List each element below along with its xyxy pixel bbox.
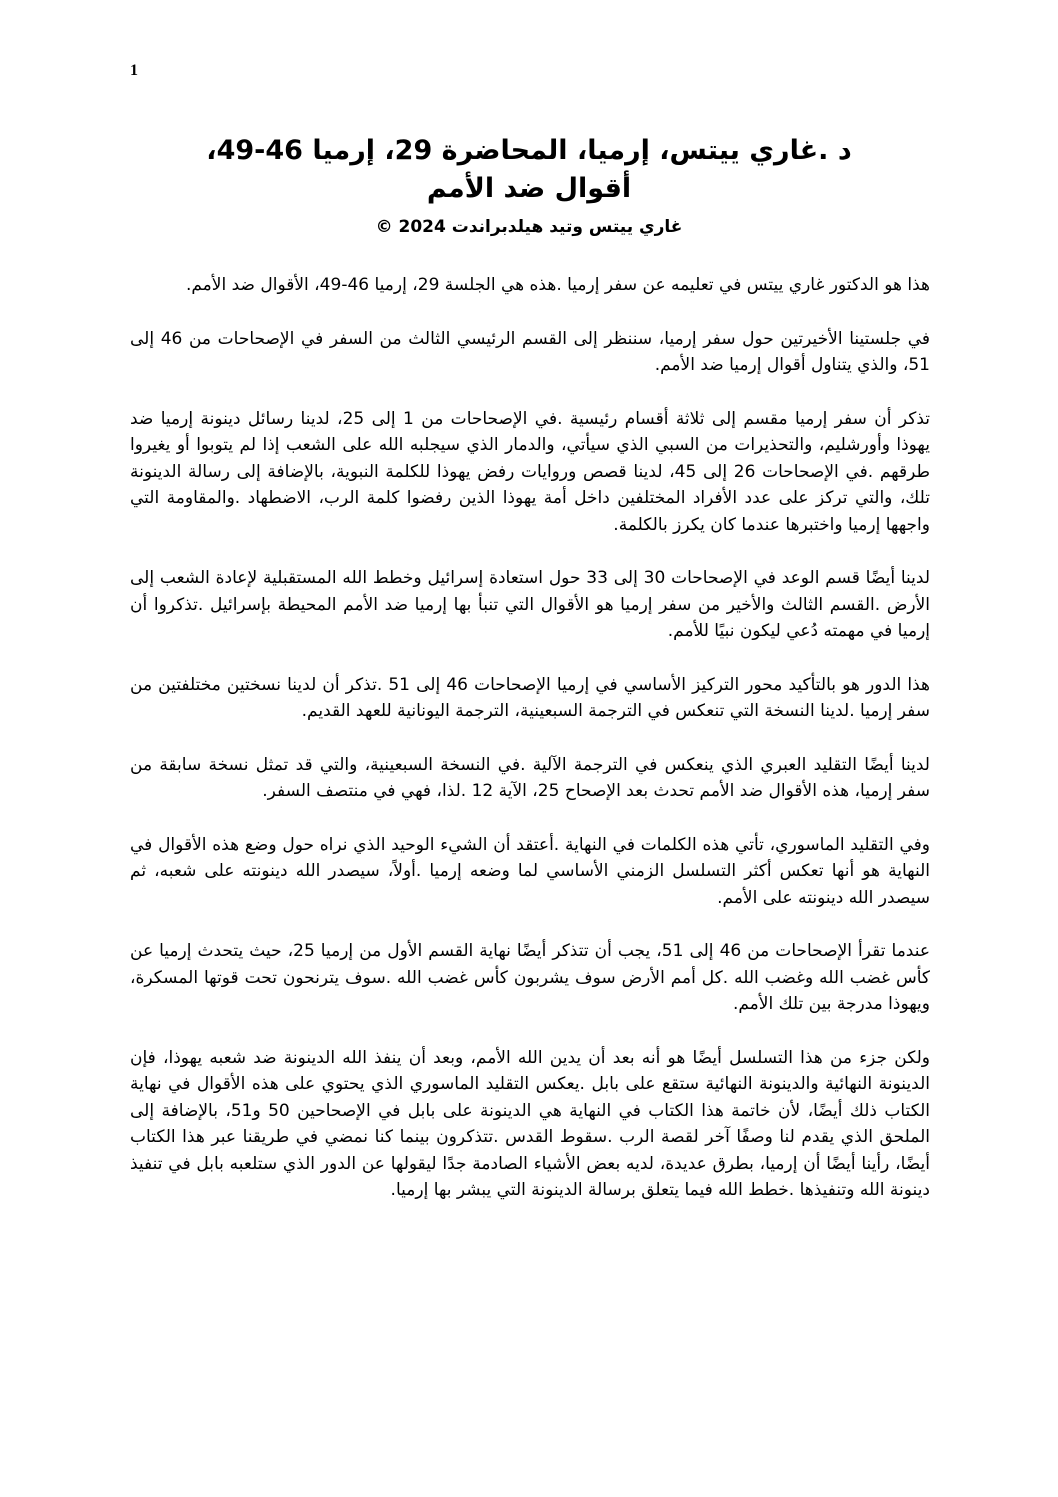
page-number: 1 (130, 62, 138, 79)
paragraph: لدينا أيضًا التقليد العبري الذي ينعكس في الترجمة الآلية .في النسخة السبعينية، والتي قد تمثل نسخة سابقة من سفر إرميا، هذه الأقوال ضد الأمم تحدث بعد الإصحاح 25، الآية 12 .لذا، فهي في منتصف السفر. (130, 754, 930, 801)
paragraph: تذكر أن سفر إرميا مقسم إلى ثلاثة أقسام رئيسية .في الإصحاحات من 1 إلى 25، لدينا رسائل دينونة إرميا ضد يهوذا وأورشليم، والتحذيرات من السبي الذي سيأتي، والدمار الذي سيجلبه الله على الشعب إذا لم يتوبوا أو يغيروا طرقهم .في الإصحاحات 26 إلى 45، لدينا قصص وروايات رفض يهوذا للكلمة النبوية، بالإضافة إلى رسالة الدينونة تلك، والتي تركز على عدد الأفراد المختلفين داخل أمة يهوذا الذين رفضوا كلمة الرب، الاضطهاد .والمقاومة التي واجهها إرميا واختبرها عندما كان يكرز بالكلمة. (130, 408, 931, 535)
title-line-1: د .غاري ييتس، إرميا، المحاضرة 29، إرميا 46-49، (206, 135, 852, 166)
paragraph: هذا هو الدكتور غاري ييتس في تعليمه عن سفر إرميا .هذه هي الجلسة 29، إرميا 46-49، الأقوال ضد الأمم. (185, 275, 930, 295)
paragraph: لدينا أيضًا قسم الوعد في الإصحاحات 30 إلى 33 حول استعادة إسرائيل وخطط الله المستقبلية لإعادة الشعب إلى الأرض .القسم الثالث والأخير من سفر إرميا هو الأقوال التي تنبأ بها إرميا ضد الأمم المحيطة بإسرائيل .تذكروا أن إرميا في مهمته دُعي ليكون نبيًا للأمم. (130, 568, 931, 641)
title-line-2: أقوال ضد الأمم (426, 173, 632, 204)
paragraph: وفي التقليد الماسوري، تأتي هذه الكلمات في النهاية .أعتقد أن الشيء الوحيد الذي نراه حول وضع هذه الأقوال في النهاية هو أنها تعكس أكثر التسلسل الزمني الأساسي لما وضعه إرميا .أولاً، سيصدر الله دينونته على شعبه، ثم سيصدر الله دينونته على الأمم. (130, 834, 930, 908)
paragraph: في جلستينا الأخيرتين حول سفر إرميا، سننظر إلى القسم الرئيسي الثالث من السفر في الإصحاحات من 46 إلى 51، والذي يتناول أقوال إرميا ضد الأمم. (130, 328, 930, 375)
document-header (120, 132, 938, 240)
paragraph: ولكن جزء من هذا التسلسل أيضًا هو أنه بعد أن يدين الله الأمم، وبعد أن ينفذ الله الدينونة ضد شعبه يهوذا، فإن الدينونة النهائية والدينونة النهائية ستقع على بابل .يعكس التقليد الماسوري الذي يحتوي على هذه الأقوال في نهاية الكتاب ذلك أيضًا، لأن خاتمة هذا الكتاب في النهاية هي الدينونة على بابل في الإصحاحين 50 و51، بالإضافة إلى الملحق الذي يقدم لنا وصفًا آخر لقصة الرب .سقوط القدس .تتذكرون بينما كنا نمضي في طريقنا عبر هذا الكتاب أيضًا، رأينا أيضًا أن إرميا، بطرق عديدة، لديه بعض الأشياء الصادمة جدًا ليقولها عن الدور الذي ستلعبه بابل في تنفيذ دينونة الله وتنفيذها .خطط الله فيما يتعلق برسالة الدينونة التي يبشر بها إرميا. (130, 1047, 930, 1200)
copyright-line: غاري ييتس وتيد هيلدبراندت 2024 © (375, 217, 683, 237)
paragraph: هذا الدور هو بالتأكيد محور التركيز الأساسي في إرميا الإصحاحات 46 إلى 51 .تذكر أن لدينا نسختين مختلفتين من سفر إرميا .لدينا النسخة التي تنعكس في الترجمة السبعينية، الترجمة اليونانية للعهد القديم. (130, 674, 930, 721)
paragraph: عندما تقرأ الإصحاحات من 46 إلى 51، يجب أن تتذكر أيضًا نهاية القسم الأول من إرميا 25، حيث يتحدث إرميا عن كأس غضب الله وغضب الله .كل أمم الأرض سوف يشربون كأس غضب الله .سوف يترنحون تحت قوتها المسكرة، ويهوذا مدرجة بين تلك الأمم. (130, 941, 930, 1014)
body-text (130, 272, 930, 1231)
